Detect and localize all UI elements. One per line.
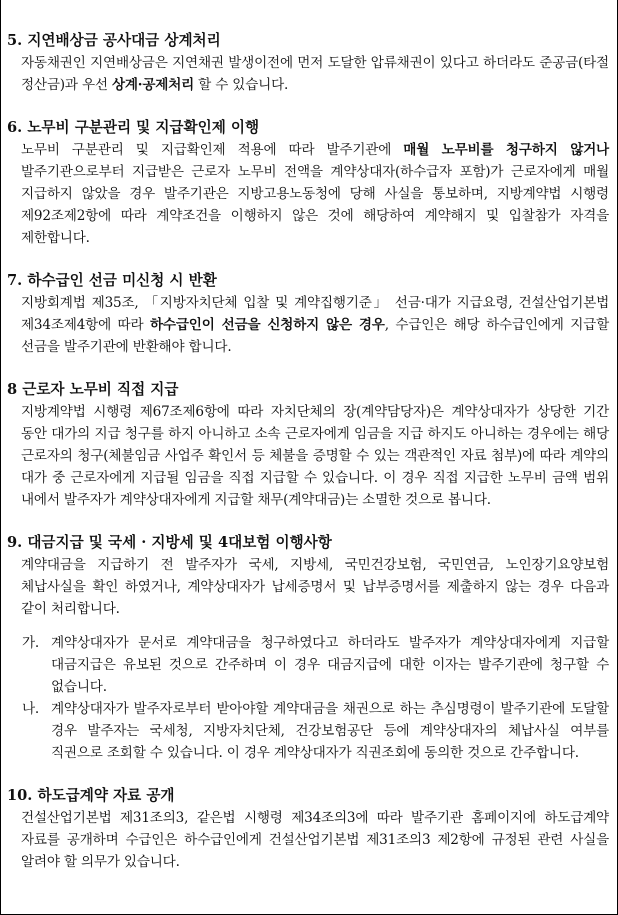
section-10 xyxy=(7,785,609,873)
section-7 xyxy=(7,270,609,358)
body-text: 자동채권인 지연배상금은 지연채권 발생이전에 먼저 도달한 압류채권이 있다고 하더라도 준공금(타절 정산금)과 우선 xyxy=(21,55,609,93)
body-text-bold: 상계·공제처리 xyxy=(111,77,195,93)
section-body xyxy=(7,292,609,358)
section-heading: 9. 대금지급 및 국세 · 지방세 및 4대보험 이행사항 xyxy=(7,534,332,551)
body-text: 계약대금을 지급하기 전 발주자가 국세, 지방세, 국민건강보험, 국민연금, 노인장기요양보험 체납사실을 확인 하였거나, 계약상대자가 납세증명서 및 납부증명서를 제출하지 않는 경우 다음과 같이 처리합니다. xyxy=(21,557,609,617)
section-body xyxy=(7,554,609,620)
section-heading: 10. 하도급계약 자료 공개 xyxy=(7,787,175,804)
list-item-text: 계약상대자가 발주자로부터 받아야할 계약대금을 채권으로 하는 추심명령이 발주기관에 도달할 경우 발주자는 국세청, 지방자치단체, 건강보험공단 등에 계약상대자의 체납사실 여부를 직권으로 조회할 수 있습니다. 이 경우 계약상대자가 직권조회에 동의한 것으로 간주합니다. xyxy=(51,701,609,761)
list-item xyxy=(7,698,609,764)
section-body xyxy=(7,401,609,511)
body-text: , 수급인은 해당 하수급인에게 지급할 선금을 발주기관에 반환해야 합니다. xyxy=(21,317,610,355)
section-body xyxy=(7,139,609,249)
section-heading: 8 근로자 노무비 직접 지급 xyxy=(7,381,179,398)
body-text-bold: 매월 노무비를 청구하지 않거나 xyxy=(403,142,609,158)
body-text: 건설산업기본법 제31조의3, 같은법 시행령 제34조의3에 따라 발주기관 홈페이지에 하도급계약 자료를 공개하며 수급인은 하수급인에게 건설산업기본법 제31조의3 제2항에 규정된 관련 사실을 알려야 할 의무가 있습니다. xyxy=(21,810,609,870)
section-9 xyxy=(7,532,609,764)
section-8 xyxy=(7,379,609,511)
section-6 xyxy=(7,117,609,249)
body-text: 노무비 구분관리 및 지급확인제 적용에 따라 발주기관에 xyxy=(21,142,404,158)
section-heading: 5. 지연배상금 공사대금 상계처리 xyxy=(7,32,221,49)
body-text: 지방계약법 시행령 제67조제6항에 따라 자치단체의 장(계약담당자)은 계약상대자가 상당한 기간 동안 대가의 지급 청구를 하지 아니하고 소속 근로자에게 임금을 지급 하지도 아니하는 경우에는 해당 근로자의 청구(체불임금 사업주 확인서 등 체불을 증명할 수 있는 객관적인 자료 첨부)에 따라 계약의 대가 중 근로자에게 지급될 임금을 직접 지급할 수 있습니다. 이 경우 직접 지급한 노무비 금액 범위 내에서 발주자가 계약상대자에게 지급할 채무(계약대금)는 소멸한 것으로 봅니다. xyxy=(21,404,609,508)
body-text-bold: 하수급인이 선금을 신청하지 않은 경우 xyxy=(149,317,385,333)
section-heading: 6. 노무비 구분관리 및 지급확인제 이행 xyxy=(7,119,260,136)
list-marker: 나. xyxy=(22,701,40,717)
section-body xyxy=(7,807,609,873)
body-text: 지방회계법 제35조, 「지방자치단체 입찰 및 계약집행기준」 선금·대가 지급요령, 건설산업기본법 제34조제4항에 따라 xyxy=(21,295,609,333)
body-text: 할 수 있습니다. xyxy=(194,77,289,93)
list-marker: 가. xyxy=(22,635,40,651)
list-item xyxy=(7,632,609,698)
section-heading: 7. 하수급인 선금 미신청 시 반환 xyxy=(7,272,217,289)
body-text: 발주기관으로부터 지급받은 근로자 노무비 전액을 계약상대자(하수급자 포함)가 근로자에게 매월 지급하지 않았을 경우 발주기관은 지방고용노동청에 당해 사실을 통보하며, 지방계약법 시행령 제92조제2항에 따라 계약조건을 이행하지 않은 것에 해당하여 계약해지 및 입찰참가 자격을 제한합니다. xyxy=(21,164,609,246)
section-5 xyxy=(7,30,609,96)
list-item-text: 계약상대자가 문서로 계약대금을 청구하였다고 하더라도 발주자가 계약상대자에게 지급할 대금지급은 유보된 것으로 간주하며 이 경우 대금지급에 대한 이자는 발주기관에 청구할 수 없습니다. xyxy=(51,635,609,695)
section-body xyxy=(7,52,609,96)
